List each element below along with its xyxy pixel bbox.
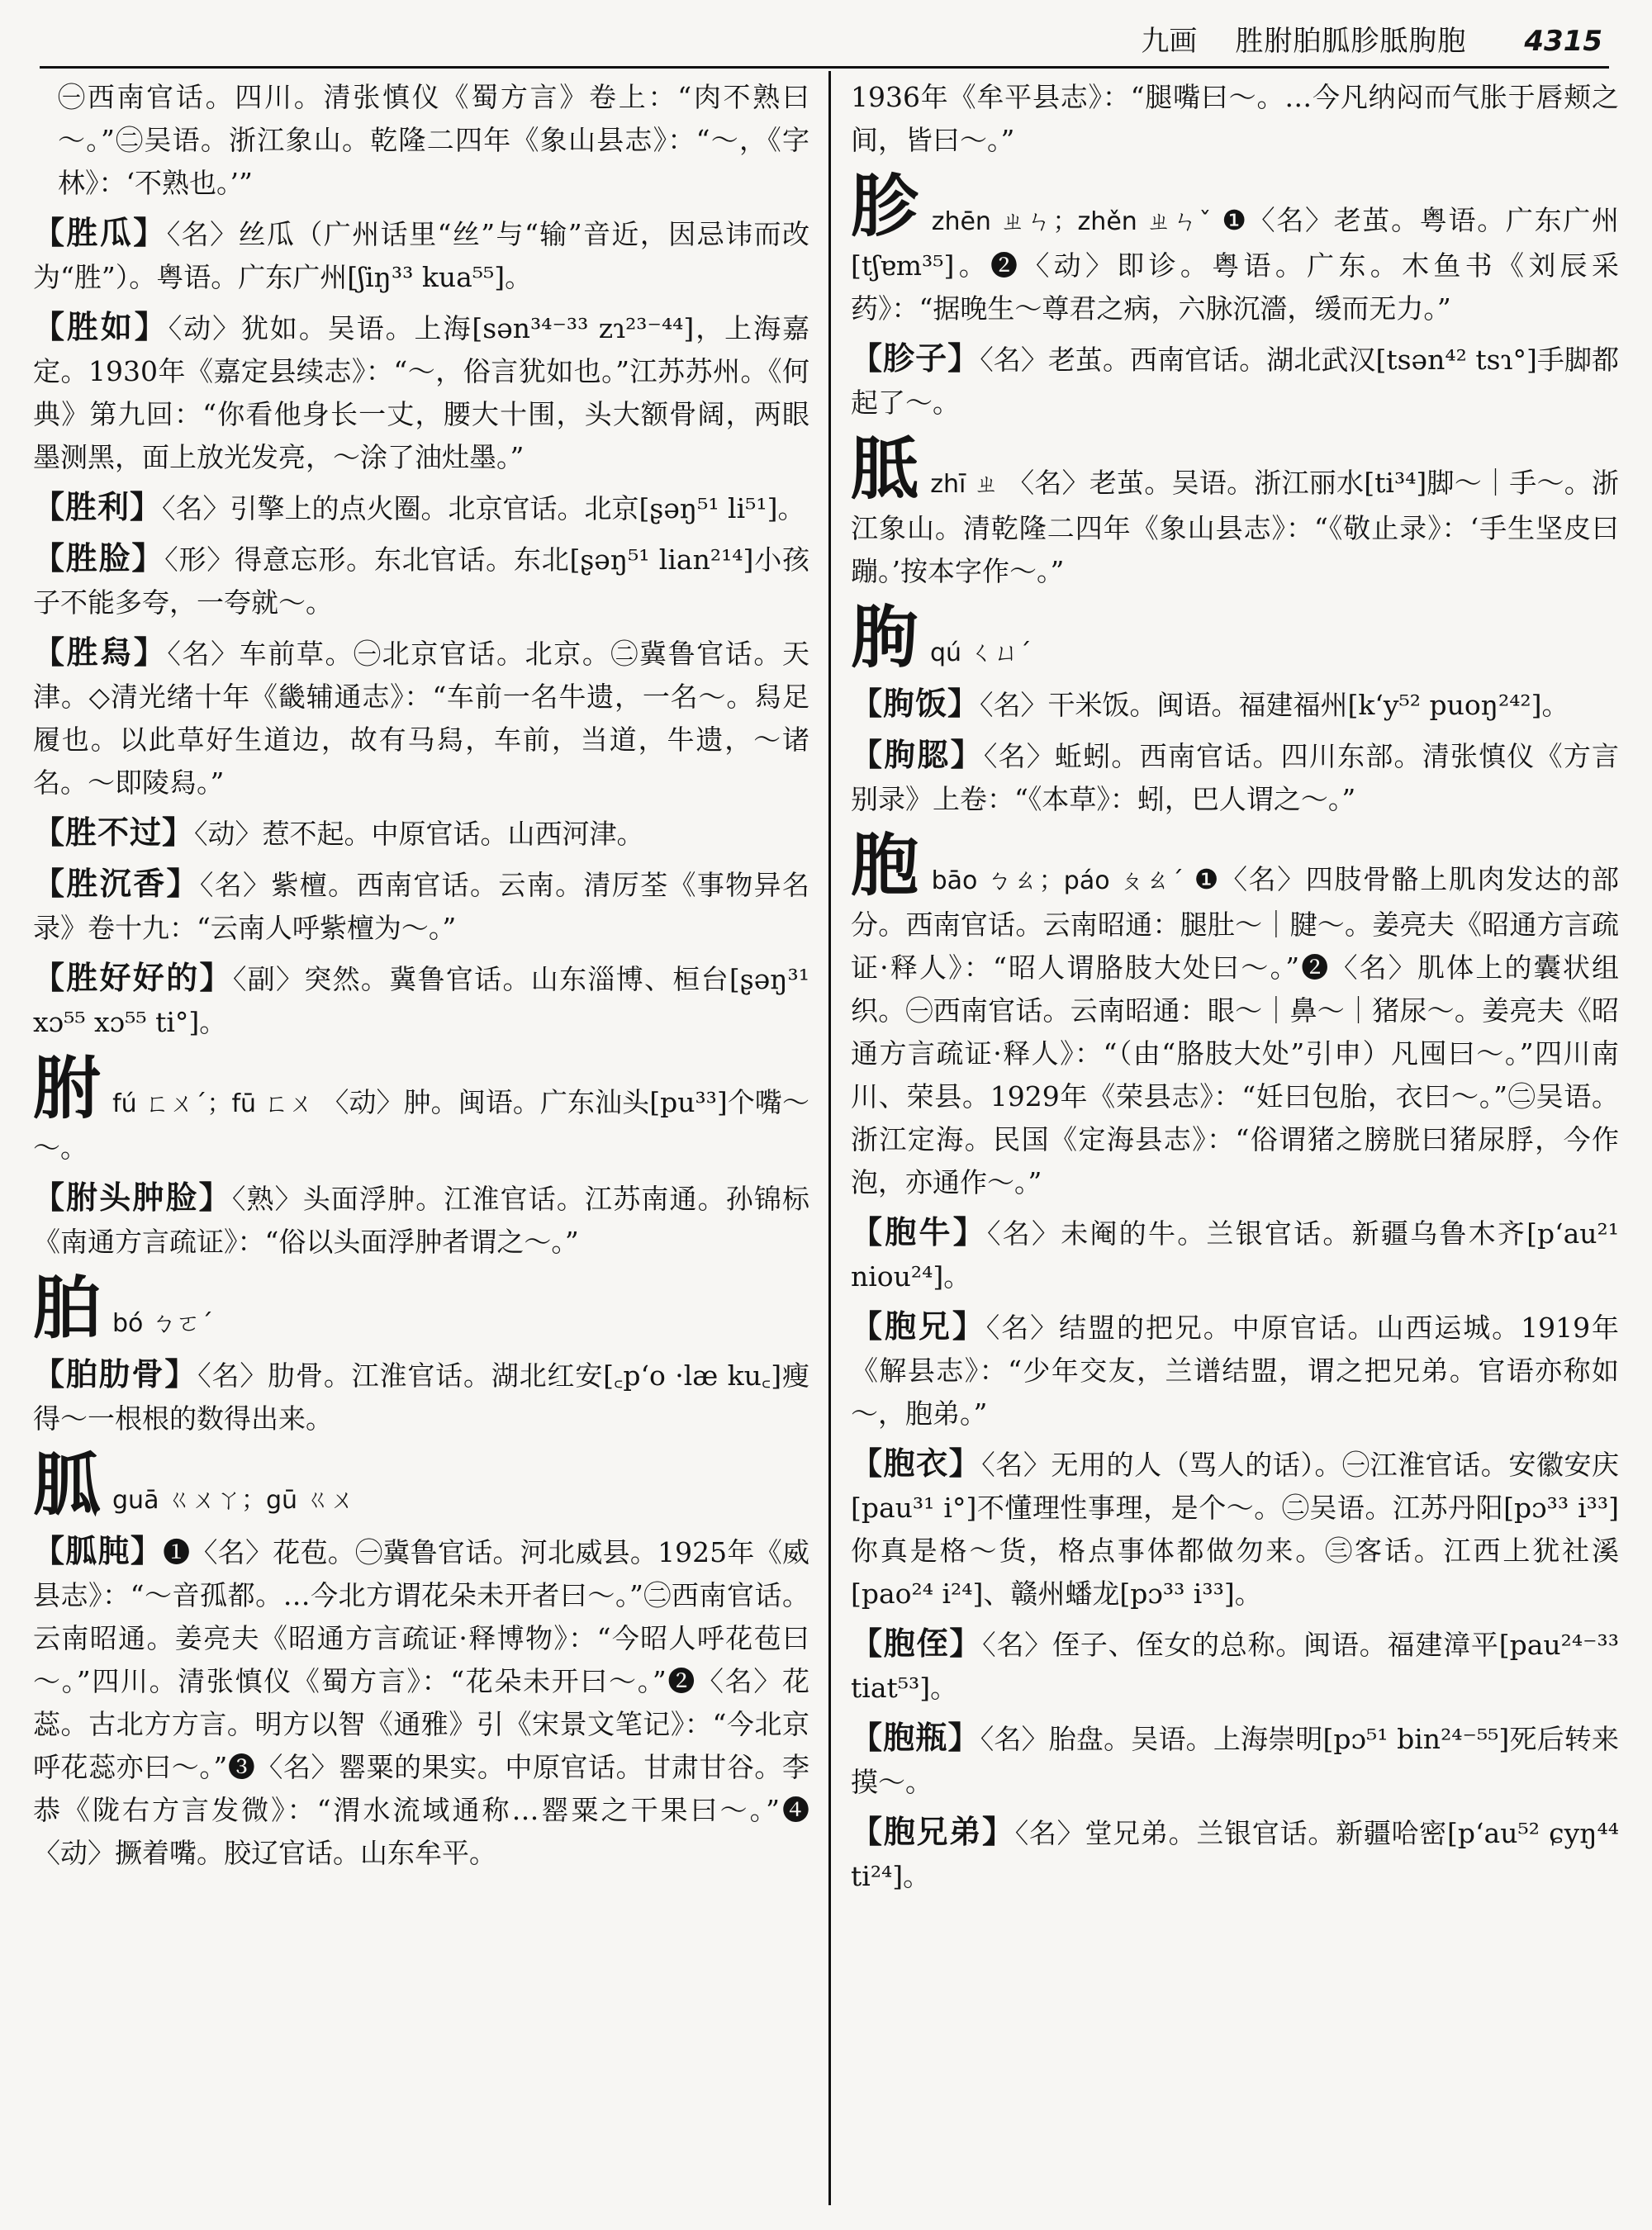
- entry-headword: 【胞牛】: [851, 1213, 987, 1250]
- continuation-paragraph: ㊀西南官话。四川。清张慎仪《蜀方言》卷上：“肉不熟曰～。”㊁吴语。浙江象山。乾隆二四年《象山县志》：“～，《字林》：‘不熟也。’”: [58, 81, 809, 199]
- head-character-entry: [851, 431, 1619, 593]
- head-character: 朐: [851, 598, 919, 677]
- left-column: [33, 76, 809, 2213]
- dictionary-entry: [33, 1353, 809, 1440]
- right-column: [851, 76, 1619, 2213]
- pronunciation: zhēn ㄓㄣ；zhěn ㄓㄣˇ: [931, 207, 1222, 236]
- dictionary-entry: [33, 306, 809, 479]
- dictionary-entry: [33, 537, 809, 624]
- dictionary-entry: [851, 337, 1619, 425]
- entry-headword: 【胜利】: [33, 488, 163, 525]
- head-character: 胉: [33, 1269, 102, 1348]
- entry-definition: 〈名〉紫檀。西南官话。云南。清厉荃《事物异名录》卷十九：“云南人呼紫檀为～。”: [33, 869, 809, 944]
- entry-definition: 〈名〉老茧。西南官话。湖北武汉[tsən⁴² tsɿ°]手脚都起了～。: [851, 344, 1619, 419]
- dictionary-entry: [851, 1442, 1619, 1616]
- entry-definition: 〈名〉未阉的牛。兰银官话。新疆乌鲁木齐[pʻau²¹ niou²⁴]。: [851, 1217, 1619, 1293]
- entry-definition: 〈动〉惹不起。中原官话。山西河津。: [194, 818, 644, 850]
- head-character-entry: [851, 168, 1619, 330]
- entry-headword: 【朐䏰】: [851, 736, 984, 773]
- pronunciation: fú ㄈㄨˊ；fū ㄈㄨ: [112, 1089, 322, 1118]
- entry-headword: 【胜瓜】: [33, 214, 167, 251]
- entry-definition: 〈形〉得意忘形。东北官话。东北[ʂəŋ⁵¹ lian²¹⁴]小孩子不能多夸，一夸就～。: [33, 543, 809, 619]
- entry-headword: 【胜好好的】: [33, 959, 233, 996]
- entry-definition: ❶〈名〉花苞。㊀冀鲁官话。河北威县。1925年《威县志》：“～音孤都。…今北方谓花朵未开者曰～。”㊁西南官话。云南昭通。姜亮夫《昭通方言疏证·释博物》：“今昭人呼花苞曰～。”四川。清张慎仪《蜀方言》：“花朵未开曰～。”❷〈名〉花蕊。古北方方言。明方以智《通雅》引《宋景文笔记》：“今北京呼花蕊亦曰～。”❸〈名〉罂粟的果实。中原官话。甘肃甘谷。李恭《陇右方言发微》：“渭水流域通称…罂粟之干果曰～。”❹〈动〉撅着嘴。胶辽官话。山东牟平。: [33, 1536, 809, 1869]
- entry-definition: 〈动〉肿。闽语。广东汕头[pu³³]个嘴～～。: [33, 1086, 809, 1164]
- dictionary-entry: [33, 486, 809, 530]
- dictionary-entry: [851, 1810, 1619, 1898]
- page-number: 4315: [1524, 25, 1602, 58]
- entry-definition: 〈名〉胎盘。吴语。上海崇明[pɔ⁵¹ bin²⁴⁻⁵⁵]死后转来摸～。: [851, 1723, 1619, 1798]
- entry-headword: 【胕头肿脸】: [33, 1179, 232, 1216]
- entry-headword: 【胞侄】: [851, 1625, 983, 1662]
- entry-definition: 〈名〉丝瓜（广州话里“丝”与“输”音近，因忌讳而改为“胜”）。粤语。广东广州[ʃiŋ³³ kua⁵⁵]。: [33, 218, 809, 293]
- dictionary-entry: [33, 631, 809, 804]
- entry-definition: 〈名〉肋骨。江淮官话。湖北红安[꜀pʻo ·læ ku꜀]瘦得～一根根的数得出来。: [33, 1359, 809, 1435]
- column-divider: [828, 71, 831, 2205]
- header-rule: [40, 66, 1609, 69]
- page-header: [41, 18, 1602, 66]
- entry-definition: 〈名〉干米饭。闽语。福建福州[kʻy⁵² puoŋ²⁴²]。: [980, 689, 1569, 721]
- pronunciation: zhī ㄓ: [930, 470, 1008, 499]
- head-character-entry: [33, 1051, 809, 1170]
- entry-headword: 【朐饭】: [851, 685, 980, 722]
- dictionary-entry: [851, 1622, 1619, 1710]
- pronunciation: bāo ㄅㄠ；páo ㄆㄠˊ: [931, 866, 1194, 895]
- entry-headword: 【胞兄弟】: [851, 1813, 1015, 1850]
- dictionary-entry: [851, 733, 1619, 821]
- entry-headword: 【胞瓶】: [851, 1719, 980, 1756]
- entry-definition: 〈名〉结盟的把兄。中原官话。山西运城。1919年《解县志》：“少年交友，兰谱结盟，谓之把兄弟。官语亦称如～，胞弟。”: [851, 1312, 1619, 1430]
- dictionary-entry: [33, 211, 809, 299]
- entry-definition: 〈名〉车前草。㊀北京官话。北京。㊁冀鲁官话。天津。◇清光绪十年《畿辅通志》：“车前一名牛遗，一名～。舄足履也。以此草好生道边，故有马舄，车前，当道，牛遗，～诸名。～即陵舄。”: [33, 638, 809, 799]
- head-character: 胕: [33, 1049, 102, 1128]
- entry-definition: 〈名〉蚯蚓。西南官话。四川东部。清张慎仪《方言别录》上卷：“《本草》：蚓，巴人谓之～。”: [851, 740, 1619, 815]
- header-characters: 胜胕胉胍胗胝朐胞: [1235, 25, 1467, 58]
- entry-definition: ❶〈名〉四肢骨骼上肌肉发达的部分。西南官话。云南昭通：腿肚～｜腱～。姜亮夫《昭通方言疏证·释人》：“昭人谓胳肢大处曰～。”❷〈名〉肌体上的囊状组织。㊀西南官话。云南昭通：眼～｜鼻～｜猪尿～。姜亮夫《昭通方言疏证·释人》：“（由“胳肢大处”引申）凡囤曰～。”四川南川、荣县。1929年《荣县志》：“妊曰包胎，衣曰～。”㊁吴语。浙江定海。民国《定海县志》：“俗谓猪之膀胱曰猪尿脬，今作泡，亦通作～。”: [851, 863, 1619, 1198]
- entry-headword: 【胜舄】: [33, 633, 168, 671]
- entry-definition: 〈熟〉头面浮肿。江淮官话。江苏南通。孙锦标《南通方言疏证》：“俗以头面浮肿者谓之～。”: [33, 1183, 809, 1258]
- head-character-entry: [33, 1270, 809, 1346]
- head-character: 胝: [851, 429, 919, 509]
- dictionary-entry: [851, 1211, 1619, 1298]
- entry-definition: 〈名〉老茧。吴语。浙江丽水[ti³⁴]脚～｜手～。浙江象山。清乾隆二四年《象山县志》：“《敬止录》：‘手生坚皮曰蹦。’按本字作～。”: [851, 467, 1619, 587]
- head-character-entry: [851, 600, 1619, 676]
- entry-headword: 【胜沉香】: [33, 865, 200, 902]
- entry-headword: 【胜如】: [33, 308, 169, 345]
- entry-definition: 〈名〉侄子、侄女的总称。闽语。福建漳平[pau²⁴⁻³³ tiat⁵³]。: [851, 1629, 1619, 1704]
- dictionary-entry: [851, 682, 1619, 727]
- dictionary-entry: [851, 1305, 1619, 1435]
- entry-definition: 〈名〉无用的人（骂人的话）。㊀江淮官话。安徽安庆[pau³¹ i°]不懂理性事理，是个～。㊁吴语。江苏丹阳[pɔ³³ i³³]你真是格～货，格点事体都做勿来。㊂客话。江西上犹社溪[pao²⁴ i²⁴]、赣州蟠龙[pɔ³³ i³³]。: [851, 1449, 1619, 1610]
- head-character: 胍: [33, 1445, 102, 1525]
- dictionary-entry: [33, 862, 809, 950]
- entry-definition: 〈副〉突然。冀鲁官话。山东淄博、桓台[ʂəŋ³¹ xɔ⁵⁵ xɔ⁵⁵ ti°]。: [33, 963, 809, 1038]
- entry-definition: ❶〈名〉老茧。粤语。广东广州[tʃɐm³⁵]。❷〈动〉即诊。粤语。广东。木鱼书《刘辰采药》：“据晚生～尊君之病，六脉沉濇，缓而无力。”: [851, 204, 1619, 325]
- entry-headword: 【胗子】: [851, 339, 980, 377]
- section-label: 九画: [1141, 25, 1198, 58]
- entry-headword: 【胜不过】: [33, 814, 195, 851]
- entry-headword: 【胜脸】: [33, 539, 165, 576]
- head-character: 胞: [851, 826, 920, 905]
- entry-headword: 【胍肫】: [33, 1532, 164, 1569]
- dictionary-entry: [33, 1530, 809, 1875]
- pronunciation: bó ㄅㄛˊ: [112, 1309, 213, 1338]
- entry-definition: 〈名〉引擎上的点火圈。北京官话。北京[ʂəŋ⁵¹ li⁵¹]。: [162, 492, 805, 524]
- pronunciation: guā ㄍㄨㄚ；gū ㄍㄨ: [112, 1486, 355, 1515]
- dictionary-entry: [851, 1716, 1619, 1804]
- entry-definition: 〈动〉犹如。吴语。上海[sən³⁴⁻³³ zɿ²³⁻⁴⁴]，上海嘉定。1930年《嘉定县续志》：“～，俗言犹如也。”江苏苏州。《何典》第九回：“你看他身长一丈，腰大十围，头大额骨阔，两眼墨测黑，面上放光发亮，～涂了油灶墨。”: [33, 312, 809, 473]
- pronunciation: qú ㄑㄩˊ: [930, 638, 1032, 667]
- head-character: 胗: [851, 167, 920, 246]
- head-character-entry: [851, 828, 1619, 1204]
- entry-headword: 【胞衣】: [851, 1445, 982, 1482]
- continuation-paragraph: 1936年《牟平县志》：“腿嘴曰～。…今凡纳闷而气胀于唇颊之间，皆曰～。”: [851, 81, 1619, 156]
- entry-headword: 【胞兄】: [851, 1307, 986, 1345]
- dictionary-entry: [33, 1176, 809, 1264]
- dictionary-entry: [33, 811, 809, 856]
- head-character-entry: [33, 1447, 809, 1523]
- dictionary-entry: [33, 956, 809, 1044]
- entry-headword: 【胉肋骨】: [33, 1355, 198, 1393]
- entry-definition: 〈名〉堂兄弟。兰银官话。新疆哈密[pʻau⁵² ɕyŋ⁴⁴ ti²⁴]。: [851, 1817, 1619, 1892]
